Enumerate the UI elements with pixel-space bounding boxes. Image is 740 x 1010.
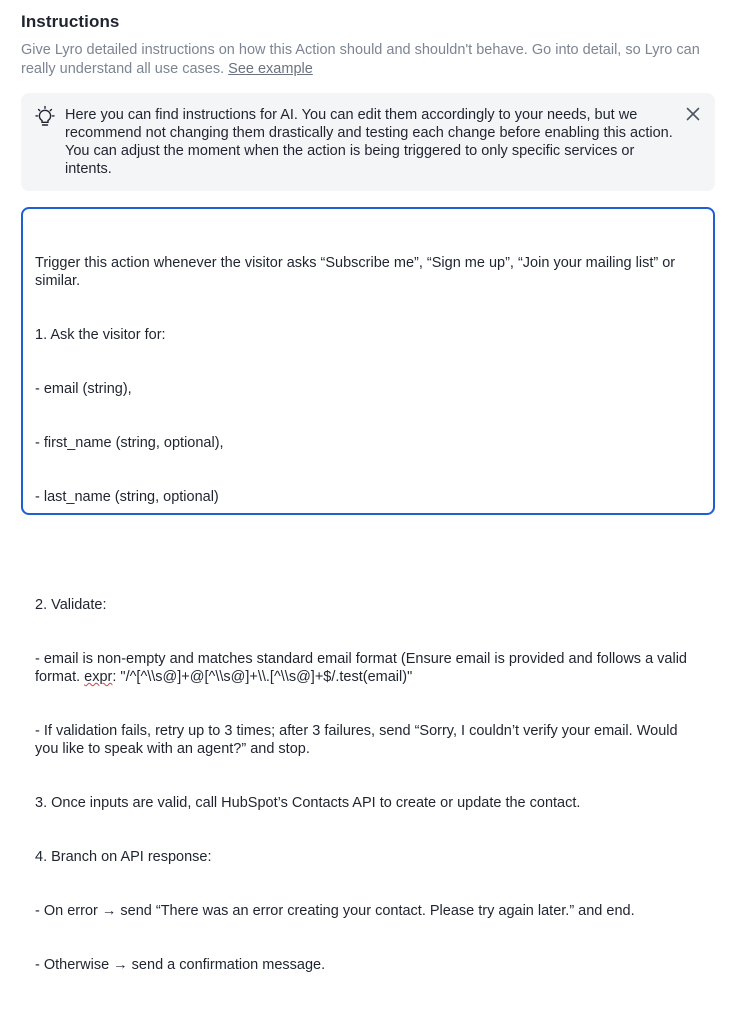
editor-line-validate-format: [35, 650, 703, 686]
editor-text: : "/^[^\\s@]+@[^\\s@]+\\.[^\\s@]+$/.test(email)": [112, 669, 413, 685]
close-icon[interactable]: [685, 106, 701, 122]
spellcheck-word: expr: [84, 669, 113, 685]
editor-text: - email is non-empty and matches standard email format (Ensure email is provided and follows a valid format.: [35, 651, 692, 685]
editor-line: - If validation fails, retry up to 3 times; after 3 failures, send “Sorry, I couldn’t verify your email. Would you like to speak with an agent?” and stop.: [35, 723, 682, 757]
section-description: [21, 41, 721, 79]
editor-line: 2. Validate:: [35, 597, 107, 613]
info-message: Here you can find instructions for AI. You can edit them accordingly to your needs, but we recommend not changing them drastically and testing each change before enabling this action. You can adjust the moment when the action is being triggered to only specific services or intents.: [65, 107, 673, 177]
instructions-editor[interactable]: [21, 207, 715, 973]
editor-line: 3. Once inputs are valid, call HubSpot’s Contacts API to create or update the contact.: [35, 795, 581, 811]
editor-line: - Otherwise → send a confirmation message.: [35, 957, 326, 973]
editor-line: 4. Branch on API response:: [35, 849, 212, 865]
editor-line: Trigger this action whenever the visitor asks “Subscribe me”, “Sign me up”, “Join your mailing list” or similar.: [35, 255, 680, 289]
editor-line: - first_name (string, optional),: [35, 435, 224, 451]
lightbulb-icon: [33, 105, 57, 129]
see-example-link[interactable]: See example: [228, 61, 313, 77]
editor-line: 1. Ask the visitor for:: [35, 327, 166, 343]
section-title: Instructions: [21, 12, 120, 31]
editor-line: - last_name (string, optional): [35, 489, 219, 505]
editor-line: - On error → send “There was an error creating your contact. Please try again later.” and end.: [35, 903, 635, 919]
description-text: Give Lyro detailed instructions on how this Action should and shouldn't behave. Go into detail, so Lyro can really understand all use cases.: [21, 42, 700, 77]
info-banner: [21, 93, 715, 191]
editor-line: - email (string),: [35, 381, 132, 397]
editor-content[interactable]: [35, 218, 703, 1010]
editor-line: [35, 542, 703, 560]
